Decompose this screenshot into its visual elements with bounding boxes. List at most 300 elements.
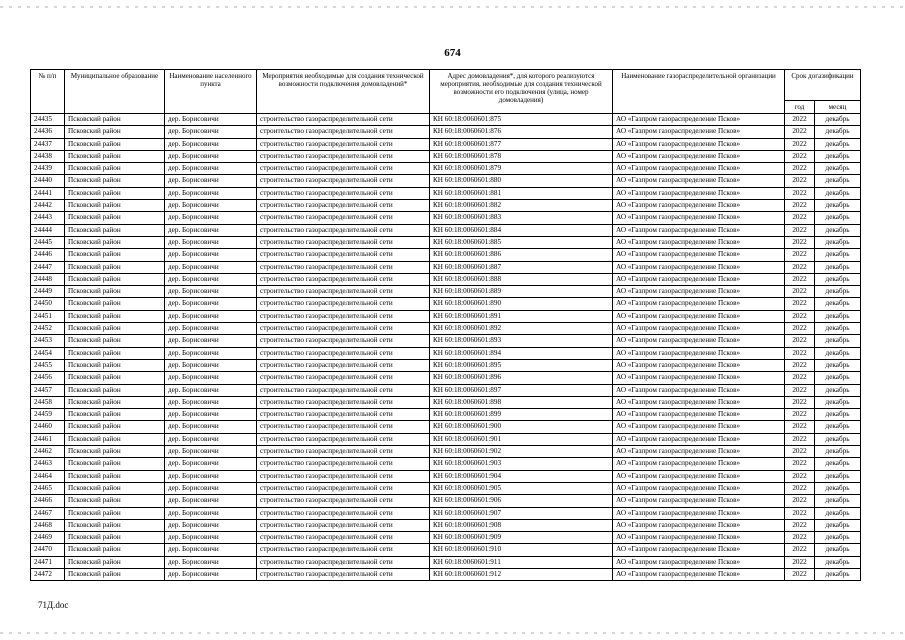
table-row xyxy=(31,163,861,175)
cell-month: декабрь xyxy=(815,150,861,162)
cell-address: КН 60:18:0060601:877 xyxy=(430,138,613,150)
table-row xyxy=(31,138,861,150)
cell-address: КН 60:18:0060601:900 xyxy=(430,421,613,433)
cell-measures: строительство газораспределительной сети xyxy=(257,458,430,470)
cell-settlement: дер. Борисовичи xyxy=(165,396,257,408)
cell-settlement: дер. Борисовичи xyxy=(165,507,257,519)
table-header xyxy=(31,70,861,114)
cell-month: декабрь xyxy=(815,568,861,580)
cell-num: 24471 xyxy=(31,556,65,568)
cell-measures: строительство газораспределительной сети xyxy=(257,261,430,273)
cell-org: АО «Газпром газораспределение Псков» xyxy=(613,298,785,310)
cell-settlement: дер. Борисовичи xyxy=(165,482,257,494)
cell-year: 2022 xyxy=(785,138,815,150)
cell-address: КН 60:18:0060601:901 xyxy=(430,433,613,445)
cell-municipality: Псковский район xyxy=(65,187,165,199)
cell-num: 24436 xyxy=(31,126,65,138)
cell-month: декабрь xyxy=(815,187,861,199)
cell-month: декабрь xyxy=(815,310,861,322)
cell-measures: строительство газораспределительной сети xyxy=(257,138,430,150)
cell-num: 24455 xyxy=(31,359,65,371)
cell-settlement: дер. Борисовичи xyxy=(165,286,257,298)
table-row xyxy=(31,384,861,396)
cell-month: декабрь xyxy=(815,519,861,531)
cell-num: 24450 xyxy=(31,298,65,310)
cell-org: АО «Газпром газораспределение Псков» xyxy=(613,446,785,458)
cell-address: КН 60:18:0060601:890 xyxy=(430,298,613,310)
cell-municipality: Псковский район xyxy=(65,323,165,335)
cell-org: АО «Газпром газораспределение Псков» xyxy=(613,335,785,347)
cell-address: КН 60:18:0060601:903 xyxy=(430,458,613,470)
table-row xyxy=(31,409,861,421)
cell-address: КН 60:18:0060601:884 xyxy=(430,224,613,236)
cell-num: 24444 xyxy=(31,224,65,236)
cell-address: КН 60:18:0060601:878 xyxy=(430,150,613,162)
table-row xyxy=(31,470,861,482)
table-row xyxy=(31,286,861,298)
cell-address: КН 60:18:0060601:876 xyxy=(430,126,613,138)
cell-year: 2022 xyxy=(785,273,815,285)
cell-month: декабрь xyxy=(815,347,861,359)
cell-measures: строительство газораспределительной сети xyxy=(257,495,430,507)
cell-settlement: дер. Борисовичи xyxy=(165,236,257,248)
cell-measures: строительство газораспределительной сети xyxy=(257,310,430,322)
table-row xyxy=(31,482,861,494)
cell-address: КН 60:18:0060601:897 xyxy=(430,384,613,396)
cell-municipality: Псковский район xyxy=(65,236,165,248)
table-row xyxy=(31,273,861,285)
cell-measures: строительство газораспределительной сети xyxy=(257,150,430,162)
table-row xyxy=(31,323,861,335)
cell-month: декабрь xyxy=(815,126,861,138)
table-row xyxy=(31,507,861,519)
cell-municipality: Псковский район xyxy=(65,212,165,224)
cell-address: КН 60:18:0060601:895 xyxy=(430,359,613,371)
cell-municipality: Псковский район xyxy=(65,200,165,212)
cell-settlement: дер. Борисовичи xyxy=(165,138,257,150)
cell-org: АО «Газпром газораспределение Псков» xyxy=(613,224,785,236)
table-row xyxy=(31,175,861,187)
cell-year: 2022 xyxy=(785,224,815,236)
cell-year: 2022 xyxy=(785,384,815,396)
cell-org: АО «Газпром газораспределение Псков» xyxy=(613,470,785,482)
cell-year: 2022 xyxy=(785,372,815,384)
cell-year: 2022 xyxy=(785,323,815,335)
cell-year: 2022 xyxy=(785,261,815,273)
cell-num: 24435 xyxy=(31,114,65,126)
cell-municipality: Псковский район xyxy=(65,433,165,445)
cell-year: 2022 xyxy=(785,396,815,408)
cell-municipality: Псковский район xyxy=(65,421,165,433)
cell-settlement: дер. Борисовичи xyxy=(165,532,257,544)
cell-org: АО «Газпром газораспределение Псков» xyxy=(613,532,785,544)
cell-org: АО «Газпром газораспределение Псков» xyxy=(613,544,785,556)
cell-address: КН 60:18:0060601:907 xyxy=(430,507,613,519)
cell-settlement: дер. Борисовичи xyxy=(165,126,257,138)
cell-municipality: Псковский район xyxy=(65,286,165,298)
cell-num: 24454 xyxy=(31,347,65,359)
cell-year: 2022 xyxy=(785,507,815,519)
cell-settlement: дер. Борисовичи xyxy=(165,446,257,458)
cell-address: КН 60:18:0060601:909 xyxy=(430,532,613,544)
cell-num: 24456 xyxy=(31,372,65,384)
cell-month: декабрь xyxy=(815,446,861,458)
cell-municipality: Псковский район xyxy=(65,507,165,519)
cell-num: 24452 xyxy=(31,323,65,335)
table-row xyxy=(31,298,861,310)
cell-measures: строительство газораспределительной сети xyxy=(257,126,430,138)
table-row xyxy=(31,433,861,445)
cell-measures: строительство газораспределительной сети xyxy=(257,335,430,347)
cell-org: АО «Газпром газораспределение Псков» xyxy=(613,261,785,273)
cell-month: декабрь xyxy=(815,409,861,421)
cell-municipality: Псковский район xyxy=(65,150,165,162)
cell-year: 2022 xyxy=(785,421,815,433)
cell-num: 24465 xyxy=(31,482,65,494)
cell-num: 24443 xyxy=(31,212,65,224)
cell-org: АО «Газпром газораспределение Псков» xyxy=(613,433,785,445)
table-row xyxy=(31,544,861,556)
cell-measures: строительство газораспределительной сети xyxy=(257,421,430,433)
cell-address: КН 60:18:0060601:894 xyxy=(430,347,613,359)
cell-municipality: Псковский район xyxy=(65,224,165,236)
cell-municipality: Псковский район xyxy=(65,372,165,384)
cell-address: КН 60:18:0060601:880 xyxy=(430,175,613,187)
cell-month: декабрь xyxy=(815,114,861,126)
table-row xyxy=(31,261,861,273)
cell-settlement: дер. Борисовичи xyxy=(165,261,257,273)
cell-municipality: Псковский район xyxy=(65,544,165,556)
cell-measures: строительство газораспределительной сети xyxy=(257,347,430,359)
cell-municipality: Псковский район xyxy=(65,532,165,544)
cell-address: КН 60:18:0060601:902 xyxy=(430,446,613,458)
cell-month: декабрь xyxy=(815,261,861,273)
cell-year: 2022 xyxy=(785,359,815,371)
cell-municipality: Псковский район xyxy=(65,261,165,273)
cell-num: 24445 xyxy=(31,236,65,248)
cell-year: 2022 xyxy=(785,187,815,199)
cell-measures: строительство газораспределительной сети xyxy=(257,470,430,482)
cell-measures: строительство газораспределительной сети xyxy=(257,532,430,544)
cell-org: АО «Газпром газораспределение Псков» xyxy=(613,249,785,261)
scan-artifact-bottom xyxy=(0,632,905,634)
table-row xyxy=(31,458,861,470)
cell-address: КН 60:18:0060601:892 xyxy=(430,323,613,335)
cell-address: КН 60:18:0060601:899 xyxy=(430,409,613,421)
cell-address: КН 60:18:0060601:882 xyxy=(430,200,613,212)
cell-address: КН 60:18:0060601:889 xyxy=(430,286,613,298)
cell-month: декабрь xyxy=(815,224,861,236)
cell-municipality: Псковский район xyxy=(65,470,165,482)
cell-municipality: Псковский район xyxy=(65,249,165,261)
table-row xyxy=(31,187,861,199)
cell-municipality: Псковский район xyxy=(65,482,165,494)
footer-filename: 71Д.doc xyxy=(38,600,69,610)
cell-year: 2022 xyxy=(785,310,815,322)
cell-org: АО «Газпром газораспределение Псков» xyxy=(613,384,785,396)
table-row xyxy=(31,126,861,138)
cell-year: 2022 xyxy=(785,544,815,556)
cell-municipality: Псковский район xyxy=(65,495,165,507)
cell-settlement: дер. Борисовичи xyxy=(165,273,257,285)
cell-municipality: Псковский район xyxy=(65,396,165,408)
cell-month: декабрь xyxy=(815,495,861,507)
cell-month: декабрь xyxy=(815,175,861,187)
table-row xyxy=(31,335,861,347)
cell-month: декабрь xyxy=(815,236,861,248)
cell-municipality: Псковский район xyxy=(65,446,165,458)
cell-measures: строительство газораспределительной сети xyxy=(257,372,430,384)
header-month: месяц xyxy=(815,101,861,114)
cell-num: 24462 xyxy=(31,446,65,458)
cell-settlement: дер. Борисовичи xyxy=(165,495,257,507)
cell-settlement: дер. Борисовичи xyxy=(165,187,257,199)
cell-num: 24439 xyxy=(31,163,65,175)
cell-year: 2022 xyxy=(785,175,815,187)
cell-settlement: дер. Борисовичи xyxy=(165,200,257,212)
cell-municipality: Псковский район xyxy=(65,556,165,568)
header-term: Срок догазификации xyxy=(785,70,861,101)
cell-municipality: Псковский район xyxy=(65,273,165,285)
cell-address: КН 60:18:0060601:891 xyxy=(430,310,613,322)
cell-measures: строительство газораспределительной сети xyxy=(257,200,430,212)
cell-municipality: Псковский район xyxy=(65,409,165,421)
header-measures: Мероприятия необходимые для создания технической возможности подключения домовладений* xyxy=(257,70,430,114)
cell-month: декабрь xyxy=(815,556,861,568)
cell-org: АО «Газпром газораспределение Псков» xyxy=(613,396,785,408)
cell-month: декабрь xyxy=(815,273,861,285)
cell-year: 2022 xyxy=(785,495,815,507)
cell-month: декабрь xyxy=(815,396,861,408)
cell-month: декабрь xyxy=(815,249,861,261)
table-row xyxy=(31,372,861,384)
cell-month: декабрь xyxy=(815,433,861,445)
table-row xyxy=(31,568,861,580)
table-row xyxy=(31,396,861,408)
cell-year: 2022 xyxy=(785,236,815,248)
cell-year: 2022 xyxy=(785,568,815,580)
cell-month: декабрь xyxy=(815,298,861,310)
cell-settlement: дер. Борисовичи xyxy=(165,556,257,568)
cell-num: 24464 xyxy=(31,470,65,482)
cell-measures: строительство газораспределительной сети xyxy=(257,236,430,248)
cell-num: 24468 xyxy=(31,519,65,531)
cell-org: АО «Газпром газораспределение Псков» xyxy=(613,126,785,138)
cell-year: 2022 xyxy=(785,150,815,162)
cell-settlement: дер. Борисовичи xyxy=(165,568,257,580)
cell-address: КН 60:18:0060601:875 xyxy=(430,114,613,126)
header-num: № п/п xyxy=(31,70,65,114)
cell-settlement: дер. Борисовичи xyxy=(165,347,257,359)
cell-year: 2022 xyxy=(785,126,815,138)
cell-address: КН 60:18:0060601:898 xyxy=(430,396,613,408)
cell-municipality: Псковский район xyxy=(65,138,165,150)
cell-address: КН 60:18:0060601:908 xyxy=(430,519,613,531)
cell-municipality: Псковский район xyxy=(65,347,165,359)
cell-num: 24469 xyxy=(31,532,65,544)
cell-settlement: дер. Борисовичи xyxy=(165,433,257,445)
cell-municipality: Псковский район xyxy=(65,519,165,531)
cell-org: АО «Газпром газораспределение Псков» xyxy=(613,273,785,285)
cell-org: АО «Газпром газораспределение Псков» xyxy=(613,163,785,175)
cell-address: КН 60:18:0060601:906 xyxy=(430,495,613,507)
cell-num: 24440 xyxy=(31,175,65,187)
cell-org: АО «Газпром газораспределение Псков» xyxy=(613,200,785,212)
cell-measures: строительство газораспределительной сети xyxy=(257,519,430,531)
cell-month: декабрь xyxy=(815,163,861,175)
cell-month: декабрь xyxy=(815,212,861,224)
cell-measures: строительство газораспределительной сети xyxy=(257,446,430,458)
table-row xyxy=(31,224,861,236)
cell-settlement: дер. Борисовичи xyxy=(165,298,257,310)
cell-measures: строительство газораспределительной сети xyxy=(257,187,430,199)
table-row xyxy=(31,519,861,531)
cell-measures: строительство газораспределительной сети xyxy=(257,323,430,335)
cell-org: АО «Газпром газораспределение Псков» xyxy=(613,286,785,298)
cell-settlement: дер. Борисовичи xyxy=(165,470,257,482)
cell-address: КН 60:18:0060601:904 xyxy=(430,470,613,482)
cell-municipality: Псковский район xyxy=(65,114,165,126)
cell-org: АО «Газпром газораспределение Псков» xyxy=(613,150,785,162)
cell-org: АО «Газпром газораспределение Псков» xyxy=(613,458,785,470)
cell-num: 24463 xyxy=(31,458,65,470)
cell-num: 24438 xyxy=(31,150,65,162)
cell-org: АО «Газпром газораспределение Псков» xyxy=(613,482,785,494)
cell-org: АО «Газпром газораспределение Псков» xyxy=(613,568,785,580)
cell-num: 24441 xyxy=(31,187,65,199)
cell-num: 24466 xyxy=(31,495,65,507)
cell-month: декабрь xyxy=(815,138,861,150)
header-municipality: Муниципальное образование xyxy=(65,70,165,114)
cell-num: 24437 xyxy=(31,138,65,150)
table-row xyxy=(31,347,861,359)
cell-measures: строительство газораспределительной сети xyxy=(257,433,430,445)
table-body xyxy=(31,114,861,581)
cell-num: 24461 xyxy=(31,433,65,445)
cell-municipality: Псковский район xyxy=(65,384,165,396)
cell-settlement: дер. Борисовичи xyxy=(165,335,257,347)
cell-num: 24442 xyxy=(31,200,65,212)
cell-year: 2022 xyxy=(785,532,815,544)
cell-municipality: Псковский район xyxy=(65,126,165,138)
cell-num: 24470 xyxy=(31,544,65,556)
cell-year: 2022 xyxy=(785,347,815,359)
cell-org: АО «Газпром газораспределение Псков» xyxy=(613,175,785,187)
cell-num: 24446 xyxy=(31,249,65,261)
cell-measures: строительство газораспределительной сети xyxy=(257,544,430,556)
cell-address: КН 60:18:0060601:887 xyxy=(430,261,613,273)
cell-num: 24457 xyxy=(31,384,65,396)
cell-year: 2022 xyxy=(785,446,815,458)
cell-year: 2022 xyxy=(785,212,815,224)
cell-measures: строительство газораспределительной сети xyxy=(257,224,430,236)
cell-settlement: дер. Борисовичи xyxy=(165,224,257,236)
header-settlement: Наименование населенного пункта xyxy=(165,70,257,114)
cell-measures: строительство газораспределительной сети xyxy=(257,163,430,175)
cell-num: 24467 xyxy=(31,507,65,519)
cell-org: АО «Газпром газораспределение Псков» xyxy=(613,187,785,199)
cell-address: КН 60:18:0060601:911 xyxy=(430,556,613,568)
cell-year: 2022 xyxy=(785,163,815,175)
cell-month: декабрь xyxy=(815,200,861,212)
header-year: год xyxy=(785,101,815,114)
cell-measures: строительство газораспределительной сети xyxy=(257,556,430,568)
cell-settlement: дер. Борисовичи xyxy=(165,409,257,421)
cell-address: КН 60:18:0060601:888 xyxy=(430,273,613,285)
cell-month: декабрь xyxy=(815,421,861,433)
cell-measures: строительство газораспределительной сети xyxy=(257,175,430,187)
cell-settlement: дер. Борисовичи xyxy=(165,212,257,224)
table-row xyxy=(31,421,861,433)
cell-settlement: дер. Борисовичи xyxy=(165,384,257,396)
cell-settlement: дер. Борисовичи xyxy=(165,323,257,335)
cell-month: декабрь xyxy=(815,470,861,482)
table-row xyxy=(31,359,861,371)
cell-year: 2022 xyxy=(785,335,815,347)
cell-address: КН 60:18:0060601:881 xyxy=(430,187,613,199)
cell-month: декабрь xyxy=(815,532,861,544)
cell-municipality: Псковский район xyxy=(65,568,165,580)
cell-year: 2022 xyxy=(785,298,815,310)
cell-month: декабрь xyxy=(815,372,861,384)
cell-address: КН 60:18:0060601:910 xyxy=(430,544,613,556)
cell-year: 2022 xyxy=(785,433,815,445)
cell-municipality: Псковский район xyxy=(65,359,165,371)
table-row xyxy=(31,446,861,458)
cell-month: декабрь xyxy=(815,507,861,519)
page-number: 674 xyxy=(444,47,461,59)
cell-settlement: дер. Борисовичи xyxy=(165,421,257,433)
cell-num: 24460 xyxy=(31,421,65,433)
cell-settlement: дер. Борисовичи xyxy=(165,114,257,126)
cell-num: 24449 xyxy=(31,286,65,298)
cell-num: 24447 xyxy=(31,261,65,273)
scan-artifact-top xyxy=(0,6,905,8)
table-row xyxy=(31,212,861,224)
table-row xyxy=(31,556,861,568)
cell-num: 24458 xyxy=(31,396,65,408)
header-address: Адрес домовладения*, для которого реализуются мероприятия, необходимые для создания технической возможности его подключения (улица, номер домовладения) xyxy=(430,70,613,114)
table-row xyxy=(31,249,861,261)
cell-settlement: дер. Борисовичи xyxy=(165,544,257,556)
cell-org: АО «Газпром газораспределение Псков» xyxy=(613,114,785,126)
cell-municipality: Псковский район xyxy=(65,310,165,322)
cell-settlement: дер. Борисовичи xyxy=(165,458,257,470)
cell-num: 24472 xyxy=(31,568,65,580)
cell-year: 2022 xyxy=(785,470,815,482)
cell-org: АО «Газпром газораспределение Псков» xyxy=(613,359,785,371)
table-row xyxy=(31,495,861,507)
cell-address: КН 60:18:0060601:886 xyxy=(430,249,613,261)
cell-municipality: Псковский район xyxy=(65,335,165,347)
cell-month: декабрь xyxy=(815,323,861,335)
cell-municipality: Псковский район xyxy=(65,163,165,175)
cell-address: КН 60:18:0060601:883 xyxy=(430,212,613,224)
cell-measures: строительство газораспределительной сети xyxy=(257,482,430,494)
cell-settlement: дер. Борисовичи xyxy=(165,310,257,322)
cell-month: декабрь xyxy=(815,384,861,396)
cell-measures: строительство газораспределительной сети xyxy=(257,568,430,580)
cell-month: декабрь xyxy=(815,335,861,347)
cell-year: 2022 xyxy=(785,200,815,212)
cell-year: 2022 xyxy=(785,458,815,470)
table-row xyxy=(31,236,861,248)
cell-org: АО «Газпром газораспределение Псков» xyxy=(613,556,785,568)
cell-org: АО «Газпром газораспределение Псков» xyxy=(613,138,785,150)
cell-measures: строительство газораспределительной сети xyxy=(257,114,430,126)
cell-municipality: Псковский район xyxy=(65,298,165,310)
cell-num: 24453 xyxy=(31,335,65,347)
